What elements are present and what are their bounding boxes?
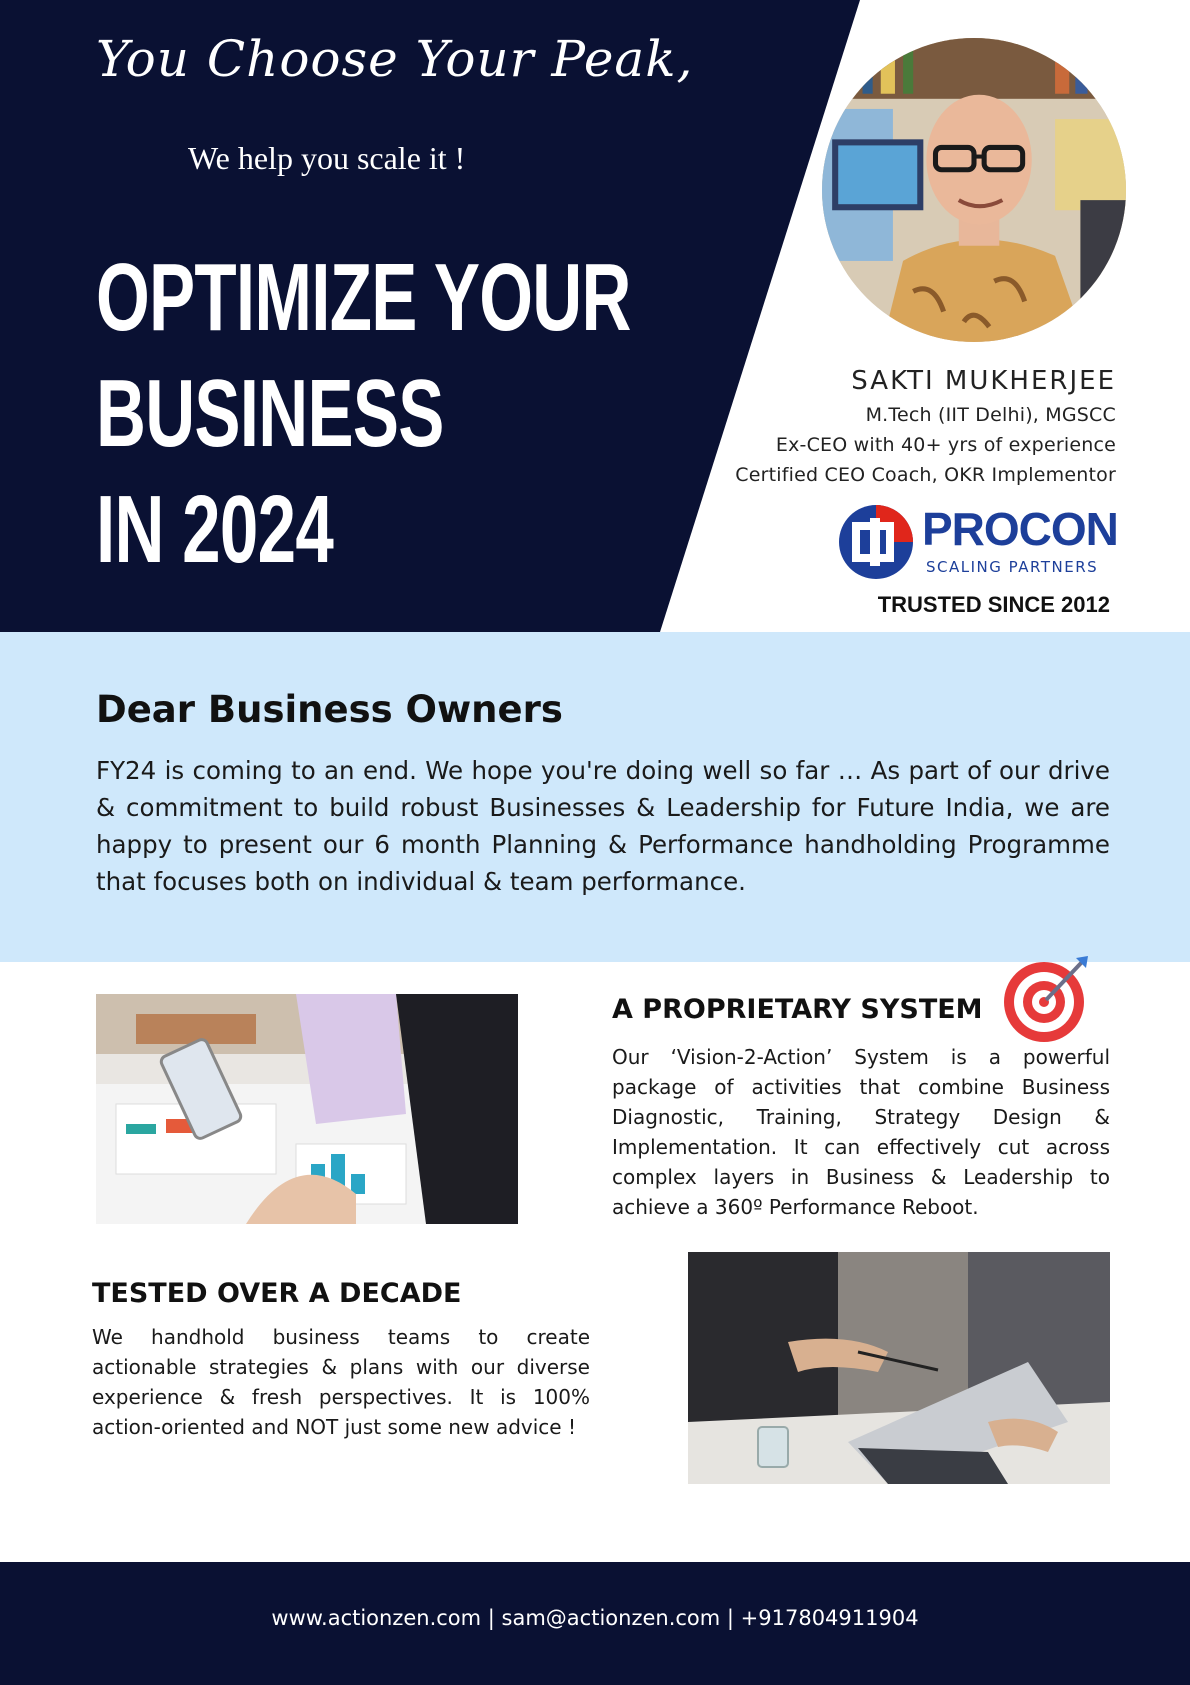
sub-tagline: We help you scale it ! bbox=[188, 140, 466, 176]
intro-heading: Dear Business Owners bbox=[96, 688, 563, 731]
target-icon bbox=[998, 950, 1094, 1046]
intro-section bbox=[0, 632, 1190, 962]
headline-line-2: BUSINESS bbox=[96, 360, 444, 467]
profile-experience: Ex-CEO with 40+ yrs of experience bbox=[775, 434, 1116, 456]
laptop-photo bbox=[688, 1252, 1110, 1484]
profile-roles: Certified CEO Coach, OKR Implementor bbox=[735, 464, 1116, 486]
main-headline bbox=[96, 240, 631, 588]
headline-line-1: OPTIMIZE YOUR bbox=[96, 244, 631, 351]
section-tested-title: TESTED OVER A DECADE bbox=[92, 1278, 462, 1309]
brand-subtitle: SCALING PARTNERS bbox=[926, 558, 1099, 576]
profile-name: SAKTI MUKHERJEE bbox=[851, 366, 1116, 396]
intro-body: FY24 is coming to an end. We hope you're doing well so far … As part of our drive & commitment to build robust Businesses & Leadership for Future India, we are happy to present our 6 month Planning & Performance handholding Programme that focuses both on individual & team performance. bbox=[96, 756, 1110, 896]
profile-credentials: M.Tech (IIT Delhi), MGSCC bbox=[865, 404, 1116, 426]
headline-line-3: IN 2024 bbox=[96, 476, 334, 583]
section-proprietary-body: Our ‘Vision-2-Action’ System is a powerful package of activities that combine Business Diagnostic, Training, Strategy Design & Implementation. It can effectively cut across complex layers in Business & Leadership to achieve a 360º Performance Reboot. bbox=[612, 1045, 1110, 1219]
procon-logo-icon bbox=[838, 504, 914, 580]
profile-photo bbox=[822, 38, 1126, 342]
section-proprietary-title: A PROPRIETARY SYSTEM bbox=[612, 994, 983, 1025]
script-tagline: You Choose Your Peak, bbox=[96, 30, 694, 88]
meeting-photo bbox=[96, 994, 518, 1224]
hero-section bbox=[0, 0, 1190, 632]
trusted-since: TRUSTED SINCE 2012 bbox=[877, 592, 1110, 617]
procon-logo bbox=[838, 502, 1118, 582]
brand-name: PROCON bbox=[922, 503, 1118, 555]
profile-bio bbox=[735, 366, 1116, 486]
section-tested-body: We handhold business teams to create actionable strategies & plans with our diverse experience & fresh perspectives. It is 100% action-oriented and NOT just some new advice ! bbox=[92, 1325, 590, 1439]
footer-contact: www.actionzen.com | sam@actionzen.com | +917804911904 bbox=[271, 1606, 919, 1630]
footer bbox=[0, 1562, 1190, 1685]
